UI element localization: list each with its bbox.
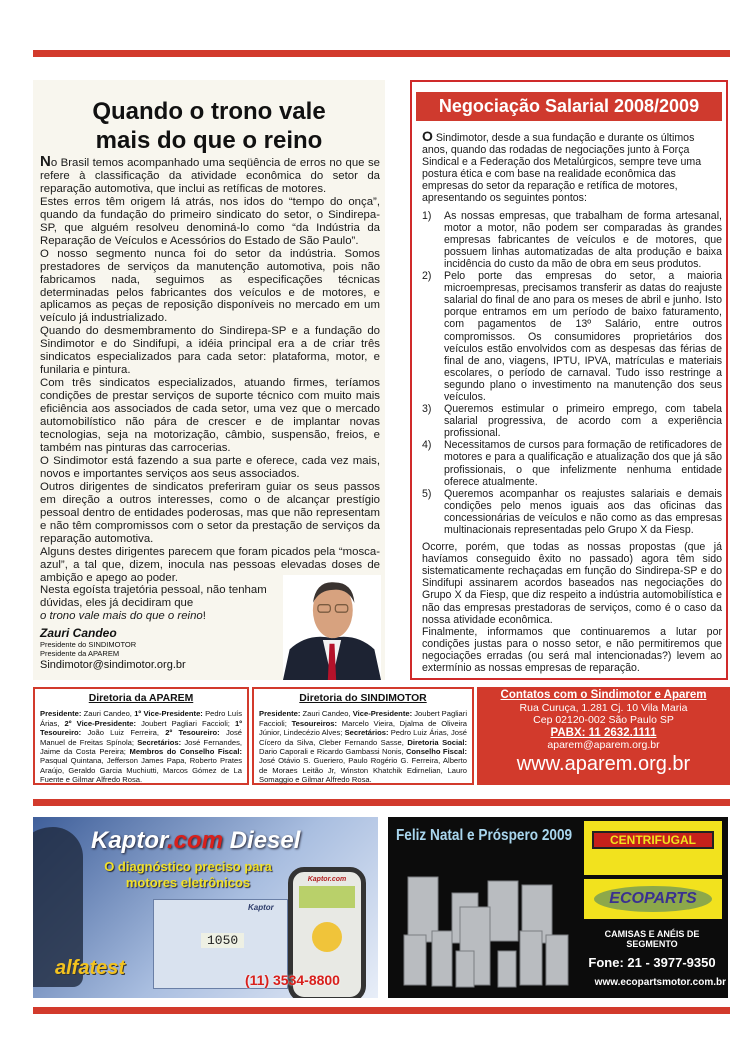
item-number: 2) <box>422 270 432 283</box>
article-paragraph <box>40 153 380 196</box>
paragraph: Finalmente, informamos que continuaremos a lutar por condições justas para o nosso setor, e não permitiremos que negociações erradas (ou será mal intencionadas?) levem ao extermínio as nossas empresas de reparação. <box>422 625 722 675</box>
phone: PABX: 11 2632.1111 <box>550 726 657 739</box>
article-paragraph: Com três sindicatos especializados, atuando firmes, teríamos condições de prestar serviços de suporte técnico com muito mais eficiência aos associados de cada setor, uma vez que o mercado automobilístico não pára de crescer e de implantar novas tecnologias, seja na motorização, câmbio, suspensão, freios, e também nas pinturas das carrocerias. <box>40 377 380 454</box>
greeting: Feliz Natal e Próspero 2009 <box>396 827 573 844</box>
article-paragraph: Alguns destes dirigentes parecem que foram picados pela “mosca-azul”, a tal que, dizem, inocula nas pessoas elevadas doses de ambição e apego ao poder. <box>40 545 380 584</box>
member-role: 1º Vice-Presidente: <box>134 709 203 719</box>
article-paragraph: Estes erros têm origem lá atrás, nos idos do “tempo do onça”, quando da fundação do primeiro sindicato do setor, o Sindirepa-SP, que alguém resolveu denominá-lo como “da Indústria da Reparação de Veículos e Acessórios do Estado de São Paulo”. <box>40 195 380 247</box>
sindimotor-board <box>252 687 474 785</box>
member-names: Dario Caporali e Ricardo Gambassi Nonis, <box>259 747 406 757</box>
salary-negotiation-box <box>410 80 728 680</box>
member-role: Membros do Conselho Fiscal: <box>129 747 242 757</box>
paragraph: Ocorre, porém, que todas as nossas propostas (que já havíamos conseguido êxito no passado) agora têm sido sistematicamente rechaçadas em função do Sindirepa-SP e do Sindifupi assinarem acordos baseados nas negociações do Grupo X da Fiesp, que diz respeito a indústria automobilística e não das empresas prestadoras de serviços, como é o caso da nossa atividade econômica. <box>422 541 722 626</box>
list-item <box>422 270 722 403</box>
item-number: 5) <box>422 487 432 500</box>
website-link[interactable]: www.aparem.org.br <box>516 752 691 775</box>
item-text: Pelo porte das empresas do setor, a maioria microempresas, precisamos transferir as datas do reajuste salarial do final de ano para os meses de abril e junho. Isto porque entramos em um período de baixo faturamento, com pagamentos de 13º Salário, entre outros compromissos. Os consumidores proprietários dos veículos estão envolvidos com as despesas das férias de final de ano, viagens, IPTU, IPVA, matrículas e materiais escolares, o período de carnaval. Tudo isso restringe a segundo plano o investimento na manutenção dos seus veículos. <box>444 270 722 403</box>
tagline-line: motores eletrônicos <box>125 875 251 890</box>
member-role: Presidente: <box>40 709 82 719</box>
cylinder-liners <box>400 875 570 990</box>
ad-headline <box>91 827 300 855</box>
member-role: Vice-Presidente: <box>352 709 413 719</box>
member-role: Tesoureiros: <box>291 718 338 728</box>
author-email: Sindimotor@sindimotor.org.br <box>40 659 186 671</box>
products: CAMISAS E ANÉIS DE SEGMENTO <box>604 929 700 949</box>
member-names: Joubert Pagliari Faccioli; <box>136 718 235 728</box>
aparem-board <box>33 687 249 785</box>
logo-text: CENTRIFUGAL <box>592 831 714 849</box>
list-item <box>422 439 722 487</box>
brand-text: Kaptor <box>91 827 168 854</box>
closing-line: Nesta egoísta trajetória pessoal, não tenham <box>40 584 267 597</box>
alfatest-logo: alfatest <box>55 957 126 979</box>
item-text: Necessitamos de cursos para formação de retificadores de motores e para a qualificação e atualização dos que já são profissionais, o que infelizmente nenhuma entidade oferece atualmente. <box>444 439 722 488</box>
ecoparts-logo <box>584 879 722 919</box>
ad-phone: Fone: 21 - 3977-9350 <box>588 955 716 970</box>
board-title: Diretoria da APAREM <box>88 693 194 704</box>
list-item <box>422 210 722 270</box>
member-names: Pedro Luiz Árias, José Cícero da Silva, Cleber Fernando Sasse, <box>259 728 467 747</box>
board-members <box>259 709 467 784</box>
device-screen <box>299 886 355 908</box>
member-names: José Fernandes, Jaime da Costa Pereira; <box>40 737 242 757</box>
article-body <box>40 153 380 623</box>
member-names: José Manuel de Freitas Spínola; <box>40 728 242 747</box>
author-name: Zauri Candeo <box>40 626 117 640</box>
closing-end: ! <box>202 610 206 623</box>
brand-text: Diesel <box>223 827 301 854</box>
member-names: José Otávio S. Gueriero, Paulo Rogério G. Ferreira, Alberto de Moraes Leitão Jr, Winston Khatchik Edirnelian, Lauro Somaggio e Gilmar Alfredo Rosa. <box>259 756 467 785</box>
drop-cap: N <box>40 153 51 170</box>
board-title: Diretoria do SINDIMOTOR <box>299 693 427 704</box>
member-role: Secretários: <box>344 728 389 738</box>
email-link[interactable]: aparem@aparem.org.br <box>547 739 660 751</box>
item-number: 4) <box>422 439 432 452</box>
member-names: Marcelo Vieira, Djalma de Oliveira Júnior, Lindecézio Alves; <box>259 718 467 738</box>
board-members <box>40 709 242 784</box>
member-names: Joubert Pagliari Faccioli; <box>259 709 468 728</box>
member-role: Conselho Fiscal: <box>405 747 467 757</box>
member-names: Zauri Candeo, <box>81 709 135 719</box>
device-buttons <box>312 922 342 952</box>
negotiation-body <box>422 130 722 674</box>
rpm-readout: 1050 <box>201 933 244 948</box>
top-divider <box>33 50 730 57</box>
bottom-divider <box>33 1007 730 1014</box>
member-role: 1º Tesoureiro: <box>40 718 242 738</box>
title-line: Quando o trono vale <box>92 98 326 125</box>
member-role: 2º Vice-Presidente: <box>64 718 137 728</box>
member-names: Pedro Luís Árias, <box>40 709 242 728</box>
address: Rua Curuça, 1.281 Cj. 10 Vila Maria <box>519 701 688 714</box>
author-role: Presidente do SINDIMOTOR <box>40 640 137 649</box>
closing-paragraph <box>40 584 278 623</box>
title-line: mais do que o reino <box>95 127 323 154</box>
item-text: As nossas empresas, que trabalham de forma artesanal, motor a motor, não podem ser comparadas às grandes empresas fabricantes de veículos e de motores, que possuem linhas automatizadas de alta produção e baixa incidência do custo da mão de obra em seus produtos. <box>444 209 722 270</box>
brand-text: .com <box>167 827 224 854</box>
article-paragraph: O nosso segmento nunca foi do setor da indústria. Somos prestadores de serviços da manutenção automotiva, pois não fabricamos nada, seguimos as especificações técnicas determinadas pelos fabricantes dos veículos e de motores, e aplicamos as peças de reposição disponíveis no mercado em um veículo já industrializado. <box>40 247 380 325</box>
article-title <box>33 97 385 155</box>
member-names: Zauri Candeo, <box>300 709 353 719</box>
device-label: Kaptor.com <box>307 876 347 883</box>
member-role: Presidente: <box>259 709 301 719</box>
paragraph-text: o Brasil temos acompanhado uma seqüência de erros no que se refere à classificação da atividade econômica do setor da reparação automotiva, que inclui as retíficas de motores. <box>40 157 380 195</box>
author-role: Presidente da APAREM <box>40 649 120 658</box>
ecoparts-ad[interactable] <box>388 817 728 998</box>
logo-text: ECOPARTS <box>594 886 712 912</box>
closing-line: dúvidas, eles já decidiram que <box>40 597 194 610</box>
list-item <box>422 403 722 439</box>
item-text: Queremos estimular o primeiro emprego, com tabela salarial progressiva, de acordo com a experiência profissional. <box>444 403 722 440</box>
middle-divider <box>33 799 730 806</box>
contacts-box <box>477 687 730 785</box>
screen-label: Kaptor <box>248 903 274 912</box>
item-number: 3) <box>422 403 432 416</box>
intro-text: Sindimotor, desde a sua fundação e durante os últimos anos, quando das rodadas de negociações junto à Força Sindical e a Federação dos Metalúrgicos, sempre teve uma postura ética e com base na realidade econômica das empresas do setor da reparação e retífica de motores, apresentando os seguintes pontos: <box>422 132 702 205</box>
ad-phone: (11) 3534-8800 <box>245 972 340 988</box>
member-names: Pasqual Quintana, Jefferson James Papa, Roberto Prates Araújo, Geraldo Garcia Muchiutti, Marcos Gómez de La Fuente e Gilmar Alfredo Rosa. <box>40 756 242 785</box>
article-paragraph: Quando do desmembramento do Sindirepa-SP e a fundação do Sindimotor e do Sindifupi, a idéia principal era a de criar três sindicatos especializados para cada setor: plataforma, motor, e funilaria e pintura. <box>40 325 380 377</box>
member-role: 2º Tesoureiro: <box>165 728 220 738</box>
ad-website[interactable]: www.ecopartsmotor.com.br <box>594 977 726 988</box>
kaptor-ad[interactable] <box>33 817 378 998</box>
drop-cap: O <box>422 128 433 144</box>
contacts-title: Contatos com o Sindimotor e Aparem <box>500 689 707 701</box>
member-role: Diretoria Social: <box>407 737 467 747</box>
article-paragraph: Outros dirigentes de sindicatos preferiram guiar os seus passos em direção a outros interesses, como o de alcançar prestígio pessoal dentro de entidades poderosas, mas que não representam e não têm compromissos com o setor da prestação de serviços da reparação automotiva. <box>40 480 380 545</box>
item-text: Queremos acompanhar os reajustes salariais e demais condições pelo menos iguais aos das oficinas das concessionárias de veículos e não como as das empresas multinacionais representadas pelo Grupo X da Fiesp. <box>444 487 722 536</box>
member-role: Secretários: <box>137 737 182 747</box>
item-number: 1) <box>422 209 432 222</box>
centrifugal-logo <box>584 821 722 875</box>
list-item <box>422 488 722 536</box>
section-banner: Negociação Salarial 2008/2009 <box>416 92 722 121</box>
signature <box>40 626 186 671</box>
cep: Cep 02120-002 São Paulo SP <box>533 714 674 726</box>
ad-tagline <box>83 859 293 891</box>
article-paragraph: O Sindimotor está fazendo a sua parte e oferece, cada vez mais, novos e importantes serviços aos seus associados. <box>40 454 380 480</box>
tagline-line: O diagnóstico preciso para <box>104 859 272 874</box>
editorial-article <box>33 80 385 680</box>
closing-italic: o trono vale mais do que o reino <box>40 610 203 623</box>
member-names: João Luiz Ferreira, <box>81 728 166 738</box>
intro-paragraph <box>422 130 722 205</box>
points-list <box>422 210 722 537</box>
